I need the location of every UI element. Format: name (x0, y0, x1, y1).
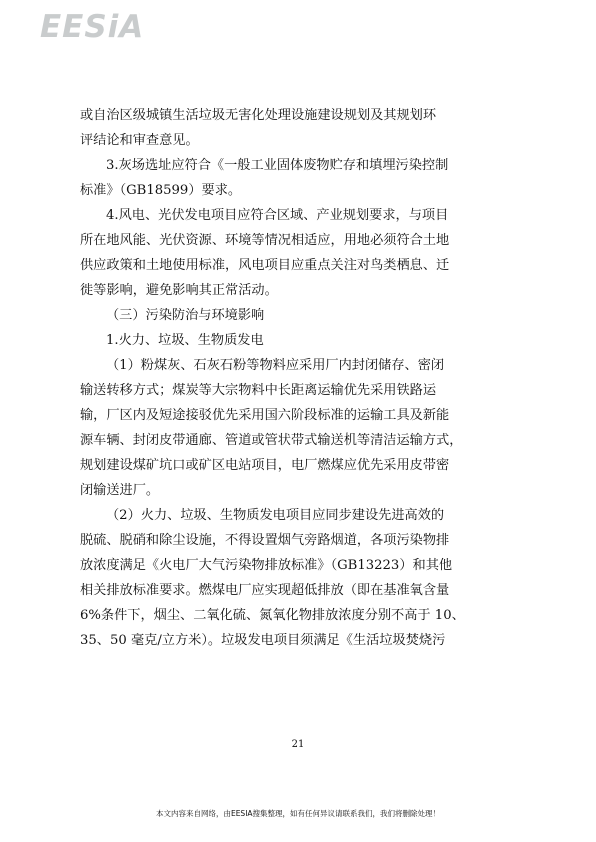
text-line: 输送转移方式；煤炭等大宗物料中长距离运输优先采用铁路运 (80, 383, 437, 398)
text-line: 6%条件下，烟尘、二氧化硫、氮氧化物排放浓度分别不高于 10、 (80, 608, 465, 623)
text-line: 所在地风能、光伏资源、环境等情况相适应，用地必须符合土地 (80, 233, 450, 248)
text-line: 35、50 毫克/立方米）。垃圾发电项目须满足《生活垃圾焚烧污 (80, 633, 446, 648)
subsection-heading: 1.火力、垃圾、生物质发电 (106, 333, 264, 348)
document-body (80, 103, 520, 653)
text-line: 规划建设煤矿坑口或矿区电站项目，电厂燃煤应优先采用皮带密 (80, 458, 450, 473)
section-heading: （三）污染防治与环境影响 (106, 308, 265, 323)
text-line: 相关排放标准要求。燃煤电厂应实现超低排放（即在基准氧含量 (80, 583, 450, 598)
text-line: 徙等影响，避免影响其正常活动。 (80, 283, 278, 298)
text-line: （1）粉煤灰、石灰石粉等物料应采用厂内封闭储存、密闭 (106, 358, 445, 373)
text-line: 4.风电、光伏发电项目应符合区域、产业规划要求，与项目 (106, 208, 449, 223)
footer-disclaimer: 本文内容来自网络，由EESIA搜集整理，如有任何异议请联系我们，我们将删除处理！ (155, 809, 441, 818)
text-line: 输，厂区内及短途接驳优先采用国六阶段标准的运输工具及新能 (80, 408, 450, 423)
text-line: 3.灰场选址应符合《一般工业固体废物贮存和填埋污染控制 (106, 158, 449, 173)
text-line: （2）火力、垃圾、生物质发电项目应同步建设先进高效的 (106, 508, 445, 523)
page-number: 21 (291, 739, 305, 750)
text-line: 源车辆、封闭皮带通廊、管道或管状带式输送机等清洁运输方式， (80, 433, 463, 448)
text-line: 标准》（GB18599）要求。 (80, 183, 242, 198)
text-line: 供应政策和土地使用标准，风电项目应重点关注对鸟类栖息、迁 (80, 258, 450, 273)
text-line: 脱硫、脱硝和除尘设施，不得设置烟气旁路烟道，各项污染物排 (80, 533, 450, 548)
text-line: 闭输送进厂。 (80, 483, 160, 498)
eesia-logo: EESiA (40, 9, 145, 45)
text-line: 放浓度满足《火电厂大气污染物排放标准》（GB13223）和其他 (80, 558, 453, 573)
text-line: 评结论和审查意见。 (80, 133, 199, 148)
text-line: 或自治区级城镇生活垃圾无害化处理设施建设规划及其规划环 (80, 108, 437, 123)
